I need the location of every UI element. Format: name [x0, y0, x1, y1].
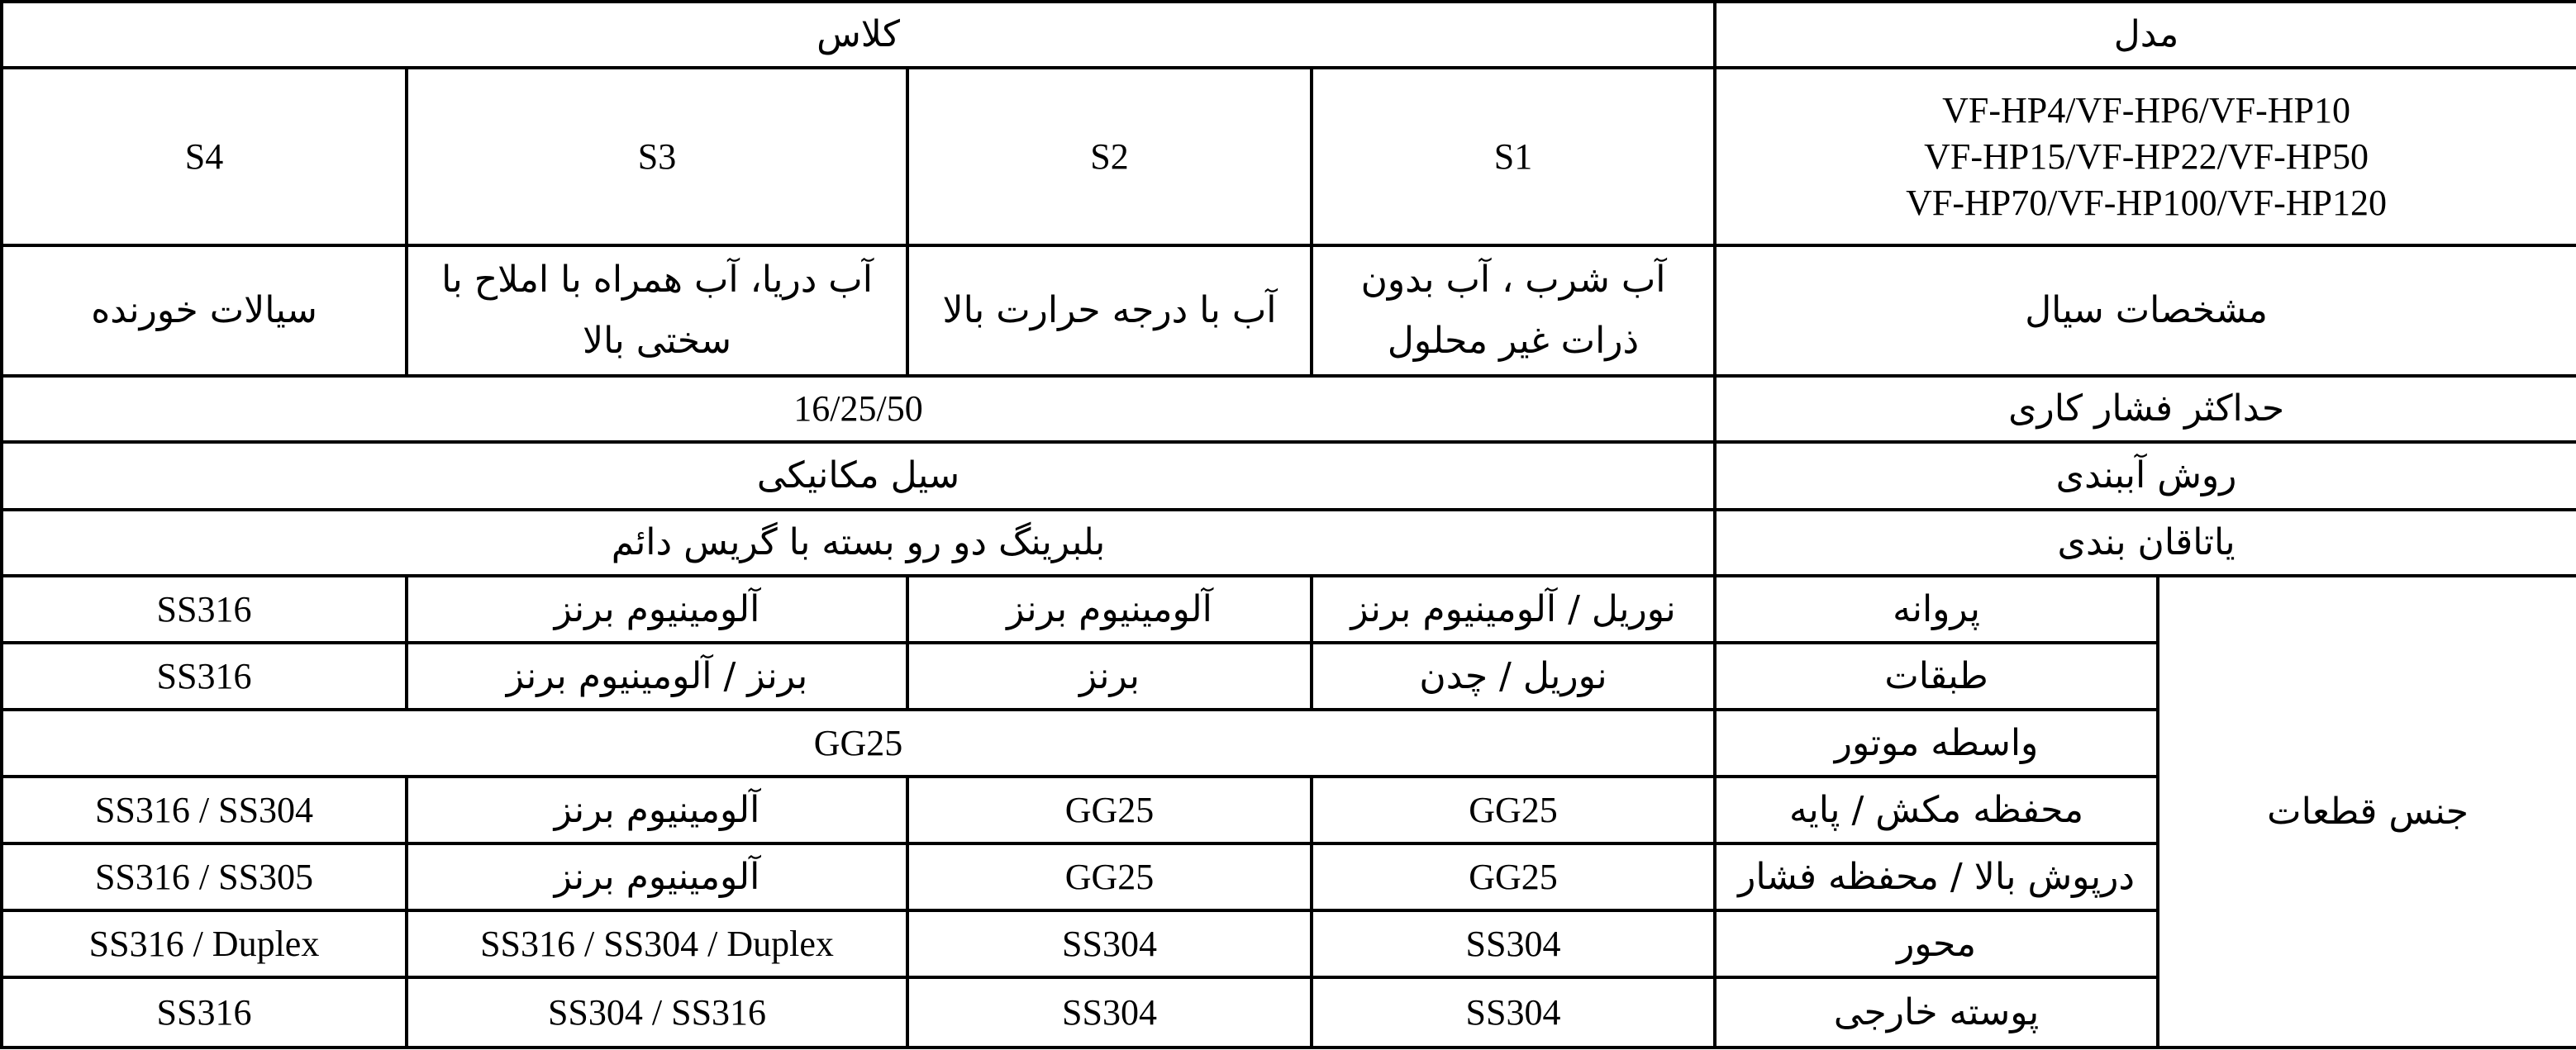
model-line: VF-HP4/VF-HP6/VF-HP10 [1942, 89, 2350, 131]
sealing-label: روش آببندی [1715, 442, 2576, 510]
outer-shell-s3: SS304 / SS316 [407, 977, 907, 1048]
pressure-value: 16/25/50 [2, 376, 1715, 442]
class-s4: S4 [2, 68, 407, 245]
material-row-impeller [2, 576, 2576, 643]
shaft-s1: SS304 [1312, 910, 1715, 977]
fluid-label: مشخصات سیال [1715, 245, 2576, 376]
suction-casing-s4: SS316 / SS304 [2, 777, 407, 843]
class-s2: S2 [907, 68, 1312, 245]
impeller-s1: نوریل / آلومینیوم برنز [1312, 576, 1715, 643]
sealing-row [2, 442, 2576, 510]
impeller-s3: آلومینیوم برنز [407, 576, 907, 643]
class-s1: S1 [1312, 68, 1715, 245]
motor-adapter-name: واسطه موتور [1715, 710, 2158, 777]
shaft-s2: SS304 [907, 910, 1312, 977]
suction-casing-name: محفظه مکش / پایه [1715, 777, 2158, 843]
pressure-row [2, 376, 2576, 442]
top-cover-s3: آلومینیوم برنز [407, 843, 907, 910]
fluid-s3: آب دریا، آب همراه با املاح با سختی بالا [407, 245, 907, 376]
shaft-name: محور [1715, 910, 2158, 977]
top-cover-s2: GG25 [907, 843, 1312, 910]
impeller-s4: SS316 [2, 576, 407, 643]
top-cover-s4: SS316 / SS305 [2, 843, 407, 910]
motor-adapter-value: GG25 [2, 710, 1715, 777]
shaft-s3: SS316 / SS304 / Duplex [407, 910, 907, 977]
fluid-s4: سیالات خورنده [2, 245, 407, 376]
stages-name: طبقات [1715, 643, 2158, 710]
suction-casing-s2: GG25 [907, 777, 1312, 843]
bearing-value: بلبرینگ دو رو بسته با گریس دائم [2, 510, 1715, 576]
outer-shell-s4: SS316 [2, 977, 407, 1048]
fluid-s1: آب شرب ، آب بدون ذرات غیر محلول [1312, 245, 1715, 376]
class-header: کلاس [2, 2, 1715, 68]
header-row [2, 2, 2576, 68]
stages-s3: برنز / آلومینیوم برنز [407, 643, 907, 710]
sealing-value: سیل مکانیکی [2, 442, 1715, 510]
model-header: مدل [1715, 2, 2576, 68]
shaft-s4: SS316 / Duplex [2, 910, 407, 977]
fluid-row [2, 245, 2576, 376]
outer-shell-s2: SS304 [907, 977, 1312, 1048]
suction-casing-s1: GG25 [1312, 777, 1715, 843]
class-s3: S3 [407, 68, 907, 245]
suction-casing-s3: آلومینیوم برنز [407, 777, 907, 843]
stages-s1: نوریل / چدن [1312, 643, 1715, 710]
model-line: VF-HP70/VF-HP100/VF-HP120 [1906, 182, 2387, 223]
stages-s4: SS316 [2, 643, 407, 710]
top-cover-name: درپوش بالا / محفظه فشار [1715, 843, 2158, 910]
pressure-label: حداکثر فشار کاری [1715, 376, 2576, 442]
class-model-row [2, 68, 2576, 245]
stages-s2: برنز [907, 643, 1312, 710]
fluid-s2: آب با درجه حرارت بالا [907, 245, 1312, 376]
model-list [1715, 68, 2576, 245]
bearing-label: یاتاقان بندی [1715, 510, 2576, 576]
impeller-name: پروانه [1715, 576, 2158, 643]
top-cover-s1: GG25 [1312, 843, 1715, 910]
outer-shell-name: پوسته خارجی [1715, 977, 2158, 1048]
model-line: VF-HP15/VF-HP22/VF-HP50 [1924, 135, 2369, 177]
impeller-s2: آلومینیوم برنز [907, 576, 1312, 643]
outer-shell-s1: SS304 [1312, 977, 1715, 1048]
bearing-row [2, 510, 2576, 576]
materials-label: جنس قطعات [2158, 576, 2576, 1048]
